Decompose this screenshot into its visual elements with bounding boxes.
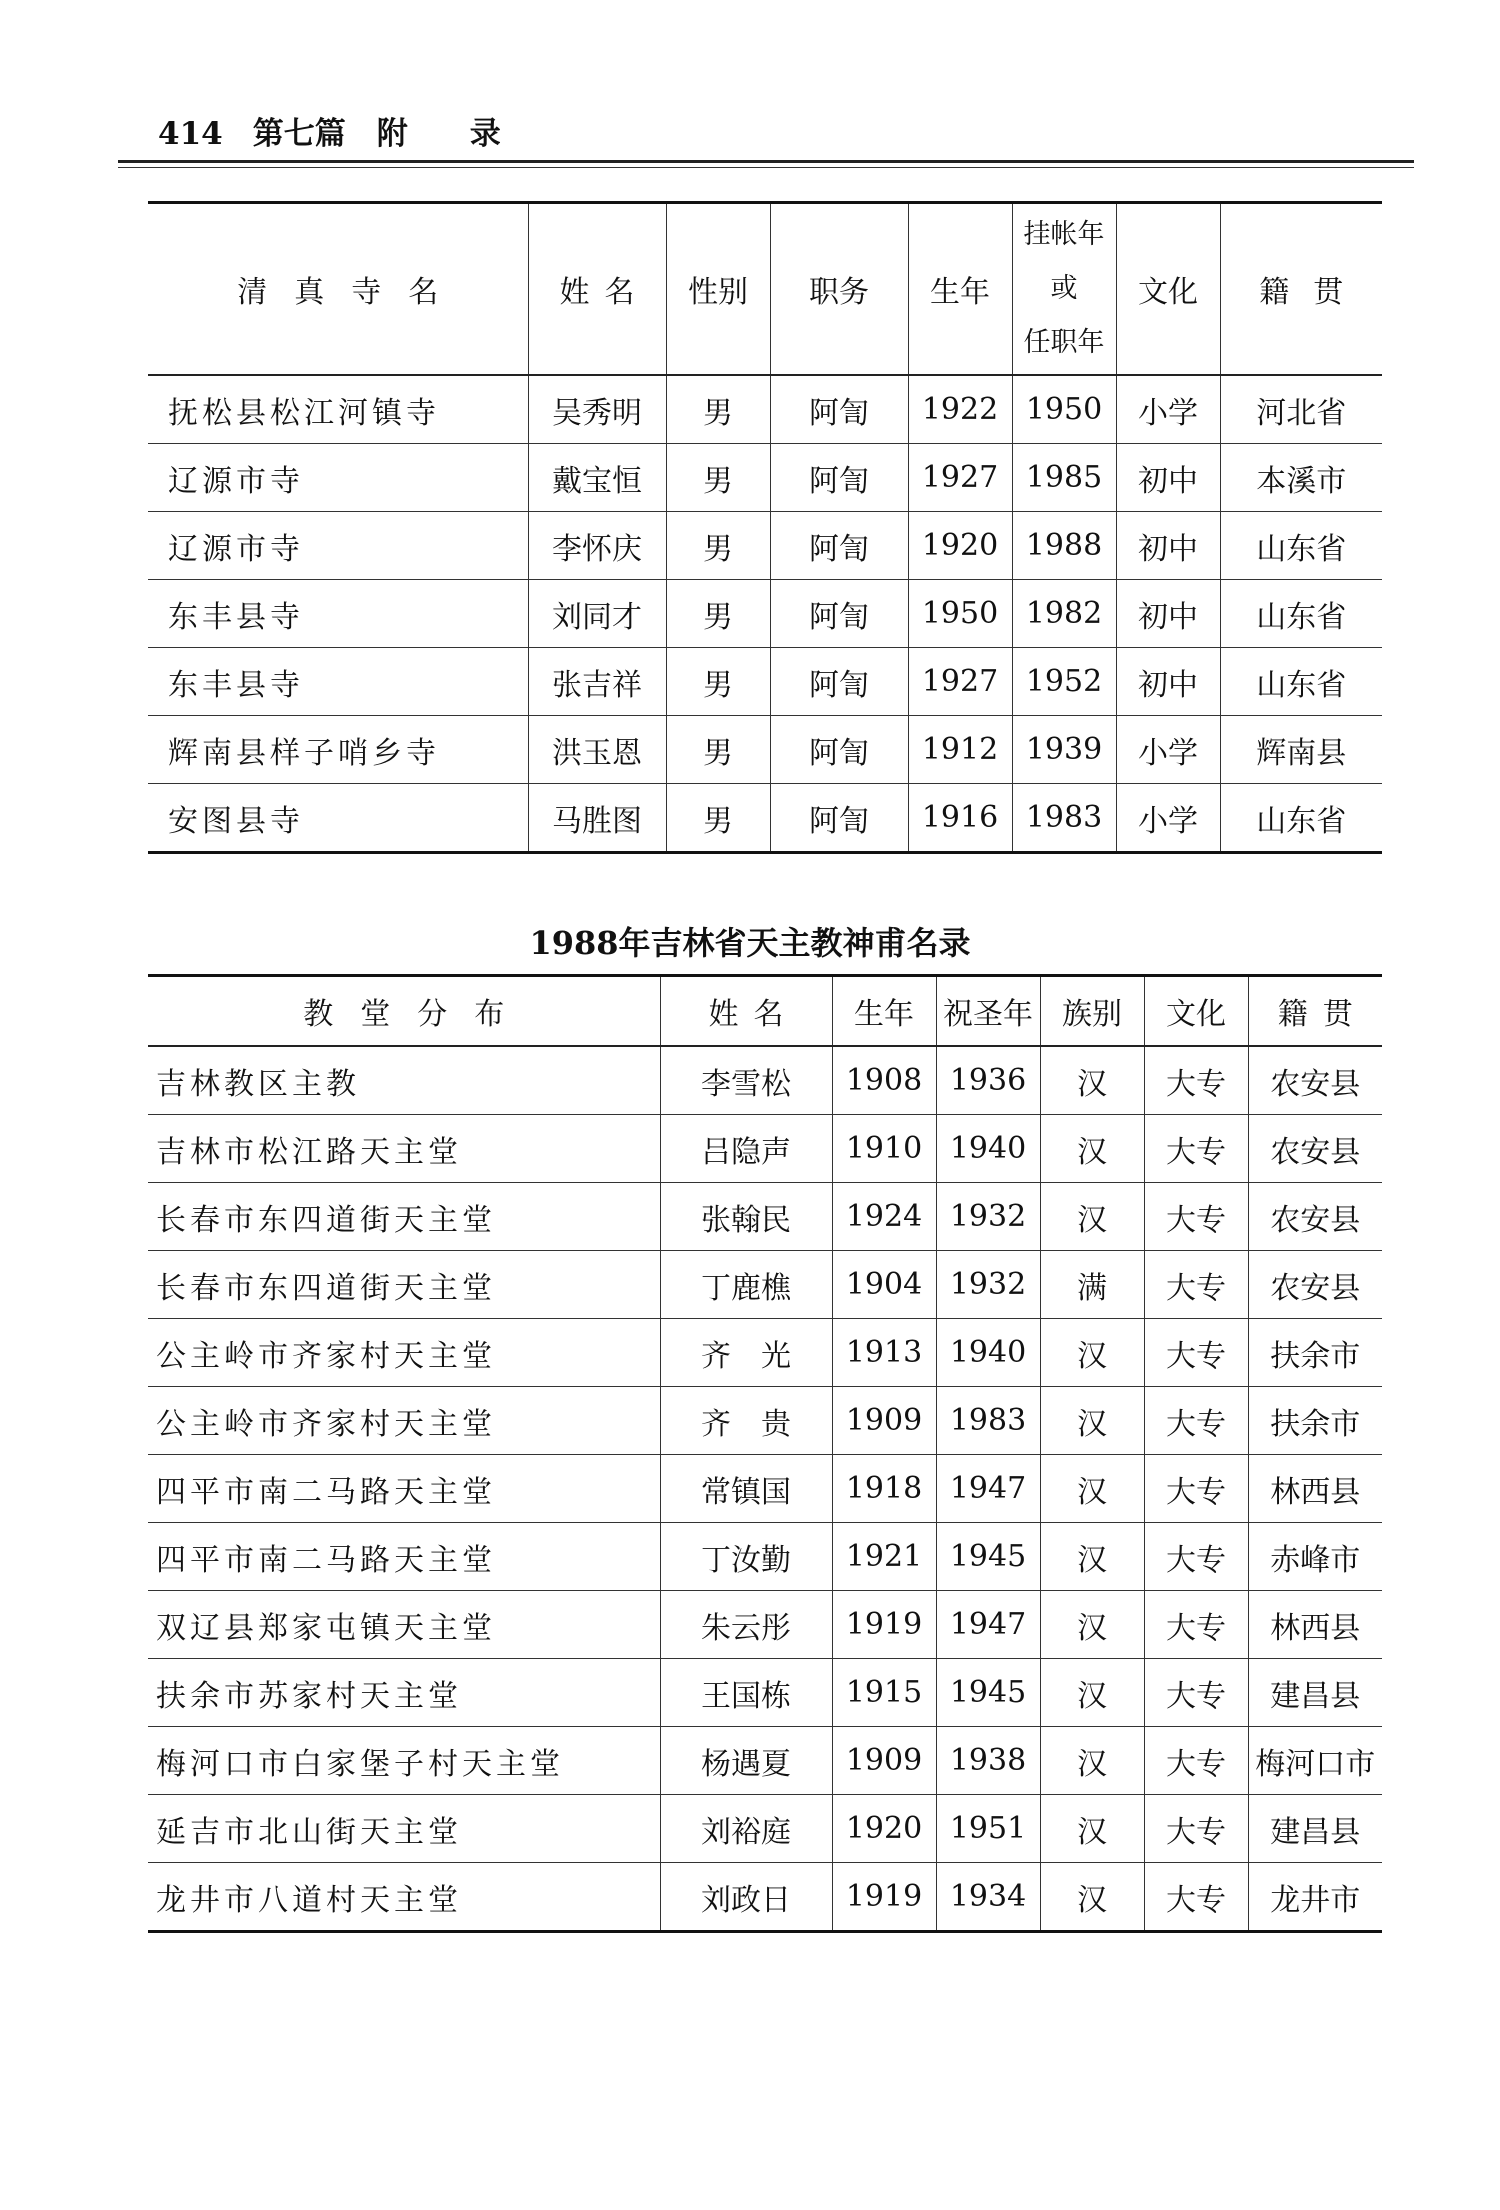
- table-row: [148, 1046, 1382, 1115]
- table-cell: 大专: [1144, 1319, 1248, 1387]
- table-cell: 扶余市: [1248, 1319, 1382, 1387]
- table-row: [148, 1523, 1382, 1591]
- table-cell: 梅河口市白家堡子村天主堂: [148, 1727, 660, 1795]
- table-cell: 男: [666, 648, 770, 716]
- table-cell: 1916: [908, 784, 1012, 853]
- table-cell: 1939: [1012, 716, 1116, 784]
- table-cell: 小学: [1116, 784, 1220, 853]
- table-cell: 长春市东四道街天主堂: [148, 1251, 660, 1319]
- table-row: [148, 444, 1382, 512]
- table-cell: 初中: [1116, 648, 1220, 716]
- table2-caption: 1988年吉林省天主教神甫名录: [529, 924, 971, 962]
- table-cell: 农安县: [1248, 1183, 1382, 1251]
- table-cell: 李怀庆: [528, 512, 666, 580]
- table-cell: 吴秀明: [528, 375, 666, 444]
- table-cell: 丁鹿樵: [660, 1251, 832, 1319]
- page-header: [158, 108, 501, 153]
- table-cell: 河北省: [1220, 375, 1382, 444]
- table-cell: 1908: [832, 1046, 936, 1115]
- table-cell: 初中: [1116, 444, 1220, 512]
- table-cell: 扶余市: [1248, 1387, 1382, 1455]
- header-name: 姓名: [528, 203, 666, 376]
- table-cell: 龙井市八道村天主堂: [148, 1863, 660, 1932]
- table-cell: 辽源市寺: [148, 512, 528, 580]
- header-role: 职务: [770, 203, 908, 376]
- table-cell: 阿訇: [770, 512, 908, 580]
- table-cell: 东丰县寺: [148, 580, 528, 648]
- table-cell: 大专: [1144, 1727, 1248, 1795]
- table-cell: 1918: [832, 1455, 936, 1523]
- table-cell: 四平市南二马路天主堂: [148, 1455, 660, 1523]
- table-cell: 1904: [832, 1251, 936, 1319]
- table-cell: 1983: [936, 1387, 1040, 1455]
- table-row: [148, 1795, 1382, 1863]
- table-cell: 山东省: [1256, 803, 1347, 839]
- table-cell: 公主岭市齐家村天主堂: [148, 1387, 660, 1455]
- table-cell: 大专: [1144, 1795, 1248, 1863]
- table-cell: 男: [666, 512, 770, 580]
- table-row: [148, 512, 1382, 580]
- table-cell: 齐 贵: [660, 1387, 832, 1455]
- table-cell: 长春市东四道街天主堂: [148, 1183, 660, 1251]
- table-cell: 男: [666, 375, 770, 444]
- table-cell: 1910: [832, 1115, 936, 1183]
- catholic-priest-table: [148, 974, 1382, 1933]
- table-row: [148, 1863, 1382, 1932]
- table-row: [148, 1591, 1382, 1659]
- table-cell: 满: [1040, 1251, 1144, 1319]
- table-cell: 吉林教区主教: [148, 1046, 660, 1115]
- table-cell: 建昌县: [1248, 1795, 1382, 1863]
- table-cell: 1940: [936, 1319, 1040, 1387]
- header-ethnic: 族别: [1040, 976, 1144, 1047]
- table-cell: 1988: [1012, 512, 1116, 580]
- table-cell: 辉南县: [1220, 716, 1382, 784]
- table-cell: 张吉祥: [528, 648, 666, 716]
- header-mosque-name: 清真寺名: [148, 203, 528, 376]
- table-row: [148, 1115, 1382, 1183]
- table-cell: 1909: [832, 1727, 936, 1795]
- table-cell: 大专: [1144, 1863, 1248, 1932]
- table-cell: 山东省: [1220, 512, 1382, 580]
- table-cell: 山东省: [1220, 648, 1382, 716]
- table-cell: 1924: [832, 1183, 936, 1251]
- table-cell: 赤峰市: [1248, 1523, 1382, 1591]
- table-cell: 阿訇: [770, 444, 908, 512]
- table-cell: 1919: [832, 1863, 936, 1932]
- table-cell: 大专: [1144, 1183, 1248, 1251]
- table-cell: 杨遇夏: [660, 1727, 832, 1795]
- header-education: 文化: [1116, 203, 1220, 376]
- table-cell: 汉: [1040, 1046, 1144, 1115]
- table-cell: 延吉市北山街天主堂: [148, 1795, 660, 1863]
- table-cell: 农安县: [1248, 1115, 1382, 1183]
- table-cell: 刘同才: [528, 580, 666, 648]
- table-cell: 1983: [1012, 784, 1116, 853]
- table-cell: 1950: [1012, 375, 1116, 444]
- table-cell: 林西县: [1248, 1591, 1382, 1659]
- header-born: 生年: [908, 203, 1012, 376]
- table-row: [148, 648, 1382, 716]
- table-cell: 梅河口市: [1248, 1727, 1382, 1795]
- table-cell: 汉: [1040, 1727, 1144, 1795]
- table-cell: 汉: [1040, 1863, 1144, 1932]
- table-cell: 汉: [1040, 1387, 1144, 1455]
- table-cell: 1912: [908, 716, 1012, 784]
- table-cell: 阿訇: [770, 580, 908, 648]
- table-cell: 阿訇: [770, 784, 908, 853]
- table-cell: 1934: [936, 1863, 1040, 1932]
- table-row: [148, 784, 1382, 853]
- table-row: [148, 1251, 1382, 1319]
- table-row: [148, 1319, 1382, 1387]
- table-cell: 男: [666, 784, 770, 853]
- table-cell: 抚松县松江河镇寺: [148, 375, 528, 444]
- table-cell: 大专: [1144, 1046, 1248, 1115]
- table-cell: 刘政日: [660, 1863, 832, 1932]
- table-row: [148, 1455, 1382, 1523]
- table-cell: 龙井市: [1270, 1882, 1361, 1918]
- table-cell: 洪玉恩: [528, 716, 666, 784]
- table-cell: 男: [666, 444, 770, 512]
- table-cell: 汉: [1040, 1319, 1144, 1387]
- table-cell: 建昌县: [1248, 1659, 1382, 1727]
- table-row: [148, 580, 1382, 648]
- table-cell: 本溪市: [1220, 444, 1382, 512]
- table-header-row: [148, 203, 1382, 376]
- header-born: 生年: [832, 976, 936, 1047]
- table-cell: 公主岭市齐家村天主堂: [148, 1319, 660, 1387]
- table-cell: 大专: [1144, 1659, 1248, 1727]
- table-row: [148, 1659, 1382, 1727]
- header-origin: 籍贯: [1248, 976, 1382, 1047]
- table-cell: 1909: [832, 1387, 936, 1455]
- table-row: [148, 716, 1382, 784]
- table-cell: 1950: [908, 580, 1012, 648]
- table-cell: 丁汝勤: [660, 1523, 832, 1591]
- header-ordained: 祝圣年: [936, 976, 1040, 1047]
- header-appoint-line-3: 任职年: [1023, 327, 1105, 358]
- table-cell: 初中: [1116, 512, 1220, 580]
- table-cell: 汉: [1040, 1183, 1144, 1251]
- table-cell: 安图县寺: [148, 784, 528, 853]
- table-cell: 汉: [1040, 1523, 1144, 1591]
- table-cell: 东丰县寺: [148, 648, 528, 716]
- header-rule-thick: [118, 160, 1414, 163]
- table-cell: 王国栋: [660, 1659, 832, 1727]
- table-cell: 1919: [832, 1591, 936, 1659]
- table-cell: 1932: [936, 1251, 1040, 1319]
- table-cell: 戴宝恒: [528, 444, 666, 512]
- table-cell: 1927: [908, 444, 1012, 512]
- table-cell: 吉林市松江路天主堂: [148, 1115, 660, 1183]
- table-cell: 小学: [1116, 375, 1220, 444]
- table-cell: 1936: [936, 1046, 1040, 1115]
- table-cell: 男: [666, 716, 770, 784]
- table-cell: 1982: [1012, 580, 1116, 648]
- table-cell: 林西县: [1248, 1455, 1382, 1523]
- header-name: 姓名: [660, 976, 832, 1047]
- header-sex: 性别: [666, 203, 770, 376]
- table-cell: 农安县: [1248, 1251, 1382, 1319]
- table-cell: 1921: [832, 1523, 936, 1591]
- table-cell: 1985: [1012, 444, 1116, 512]
- table-cell: 男: [666, 580, 770, 648]
- page-number: 414: [158, 116, 223, 152]
- table-row: [148, 1183, 1382, 1251]
- header-appoint-year: [1012, 203, 1116, 376]
- table-cell: 刘裕庭: [660, 1795, 832, 1863]
- table-cell: 1945: [936, 1659, 1040, 1727]
- table-cell: 大专: [1144, 1387, 1248, 1455]
- table-cell: 扶余市苏家村天主堂: [148, 1659, 660, 1727]
- table-cell: 1927: [908, 648, 1012, 716]
- table-cell: 1938: [936, 1727, 1040, 1795]
- table-cell: 常镇国: [660, 1455, 832, 1523]
- table-cell: 辉南县样子哨乡寺: [148, 716, 528, 784]
- table-header-row: [148, 976, 1382, 1047]
- table-cell: 大专: [1144, 1523, 1248, 1591]
- table-cell: 汉: [1040, 1591, 1144, 1659]
- table-cell: 山东省: [1220, 580, 1382, 648]
- table-cell: 汉: [1040, 1659, 1144, 1727]
- table-cell: 1952: [1012, 648, 1116, 716]
- table-cell: 1920: [908, 512, 1012, 580]
- table-cell: 1932: [936, 1183, 1040, 1251]
- table-cell: 张翰民: [660, 1183, 832, 1251]
- header-origin: 籍贯: [1220, 203, 1382, 376]
- table-cell: 大专: [1144, 1455, 1248, 1523]
- table-cell: 汉: [1040, 1115, 1144, 1183]
- table-cell: 阿訇: [770, 716, 908, 784]
- table-row: [148, 375, 1382, 444]
- table-cell: 1940: [936, 1115, 1040, 1183]
- table-cell: 大专: [1144, 1251, 1248, 1319]
- table-cell: 辽源市寺: [148, 444, 528, 512]
- table-cell: 1922: [908, 375, 1012, 444]
- table-cell: 齐 光: [660, 1319, 832, 1387]
- table-cell: 大专: [1144, 1591, 1248, 1659]
- table-cell: 1915: [832, 1659, 936, 1727]
- table-cell: 汉: [1040, 1455, 1144, 1523]
- header-appoint-line-1: 挂帐年: [1023, 219, 1105, 250]
- table-cell: 大专: [1144, 1115, 1248, 1183]
- table-cell: 1945: [936, 1523, 1040, 1591]
- table-cell: 阿訇: [770, 375, 908, 444]
- table-cell: 双辽县郑家屯镇天主堂: [148, 1591, 660, 1659]
- header-church: 教堂分布: [148, 976, 660, 1047]
- table-cell: 四平市南二马路天主堂: [148, 1523, 660, 1591]
- table-cell: 1913: [832, 1319, 936, 1387]
- table-cell: 李雪松: [660, 1046, 832, 1115]
- table-cell: 汉: [1040, 1795, 1144, 1863]
- table-cell: 农安县: [1248, 1046, 1382, 1115]
- header-rule-thin: [118, 167, 1414, 168]
- table-cell: 1947: [936, 1455, 1040, 1523]
- table-cell: 1920: [832, 1795, 936, 1863]
- table-cell: 初中: [1116, 580, 1220, 648]
- header-appoint-line-2: 或: [1050, 273, 1078, 304]
- table-cell: 1947: [936, 1591, 1040, 1659]
- table-cell: 小学: [1116, 716, 1220, 784]
- header-education: 文化: [1144, 976, 1248, 1047]
- table-row: [148, 1387, 1382, 1455]
- table-cell: 朱云彤: [660, 1591, 832, 1659]
- section-title: 第七篇 附 录: [252, 116, 501, 152]
- table-cell: 1951: [936, 1795, 1040, 1863]
- mosque-imam-table: [148, 201, 1382, 854]
- table-cell: 阿訇: [770, 648, 908, 716]
- table-cell: 吕隐声: [660, 1115, 832, 1183]
- table-cell: 马胜图: [528, 784, 666, 853]
- table-row: [148, 1727, 1382, 1795]
